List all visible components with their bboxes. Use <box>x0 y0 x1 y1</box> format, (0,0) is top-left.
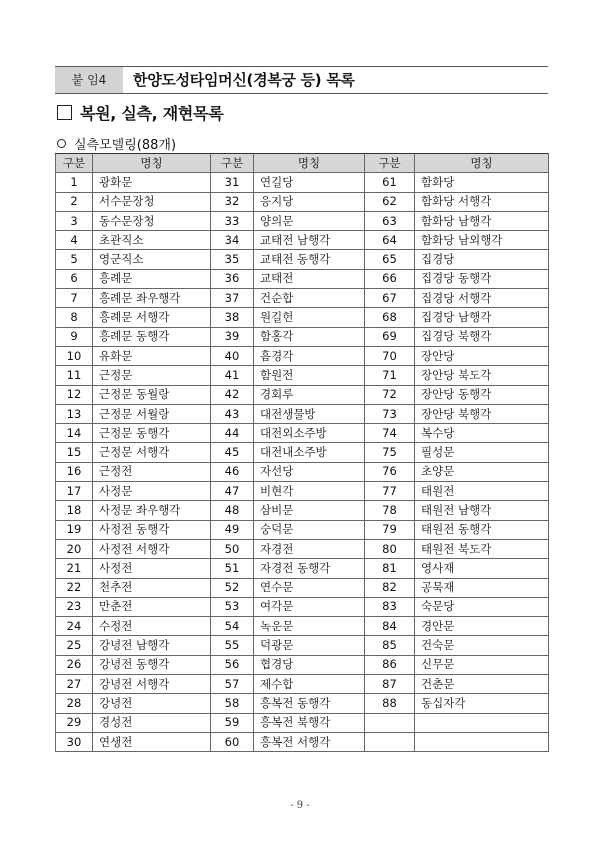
table-row <box>56 366 549 385</box>
item-name-cell: 교태전 남행각 <box>254 231 365 250</box>
item-name-cell: 교태전 <box>254 269 365 288</box>
item-number-cell: 59 <box>211 713 254 732</box>
table-row <box>56 539 549 558</box>
section-heading <box>57 100 223 124</box>
item-name-cell: 집경당 <box>415 250 549 269</box>
item-number-cell: 77 <box>365 482 415 501</box>
item-number-cell: 10 <box>56 346 93 365</box>
item-number-cell: 55 <box>211 636 254 655</box>
item-name-cell: 경성전 <box>93 713 211 732</box>
item-name-cell: 숙문당 <box>415 597 549 616</box>
item-name-cell: 강녕전 남행각 <box>93 636 211 655</box>
item-name-cell: 경회루 <box>254 385 365 404</box>
item-name-cell: 수정전 <box>93 617 211 636</box>
column-header: 명칭 <box>415 154 549 173</box>
item-name-cell: 흥례문 동행각 <box>93 327 211 346</box>
item-number-cell: 38 <box>211 308 254 327</box>
table-row <box>56 327 549 346</box>
item-number-cell: 67 <box>365 289 415 308</box>
item-name-cell: 근정문 <box>93 366 211 385</box>
table-row <box>56 289 549 308</box>
item-name-cell: 유화문 <box>93 346 211 365</box>
item-number-cell: 1 <box>56 173 93 192</box>
table-row <box>56 211 549 230</box>
table-row <box>56 732 549 751</box>
item-number-cell: 2 <box>56 192 93 211</box>
item-number-cell: 35 <box>211 250 254 269</box>
item-name-cell: 대전외소주방 <box>254 424 365 443</box>
page-number: - 9 - <box>290 800 310 811</box>
item-number-cell: 25 <box>56 636 93 655</box>
item-number-cell: 61 <box>365 173 415 192</box>
table-row <box>56 443 549 462</box>
table-row <box>56 424 549 443</box>
item-name-cell: 장안당 북도각 <box>415 366 549 385</box>
item-name-cell: 숭덕문 <box>254 520 365 539</box>
item-name-cell: 경안문 <box>415 617 549 636</box>
column-header: 구분 <box>211 154 254 173</box>
item-number-cell: 76 <box>365 462 415 481</box>
item-name-cell: 건순합 <box>254 289 365 308</box>
item-number-cell: 26 <box>56 655 93 674</box>
item-number-cell: 4 <box>56 231 93 250</box>
item-name-cell: 자경전 동행각 <box>254 559 365 578</box>
item-number-cell: 87 <box>365 675 415 694</box>
item-number-cell: 57 <box>211 675 254 694</box>
item-name-cell: 여각문 <box>254 597 365 616</box>
item-number-cell: 56 <box>211 655 254 674</box>
item-name-cell: 장안당 동행각 <box>415 385 549 404</box>
item-number-cell: 34 <box>211 231 254 250</box>
item-name-cell: 사정문 좌우행각 <box>93 501 211 520</box>
item-name-cell: 강녕전 <box>93 694 211 713</box>
item-name-cell: 근정문 동월랑 <box>93 385 211 404</box>
item-name-cell: 양의문 <box>254 211 365 230</box>
document-header <box>55 66 548 94</box>
item-number-cell: 39 <box>211 327 254 346</box>
item-number-cell: 27 <box>56 675 93 694</box>
item-name-cell: 필성문 <box>415 443 549 462</box>
item-number-cell: 84 <box>365 617 415 636</box>
item-name-cell: 복수당 <box>415 424 549 443</box>
item-name-cell: 근정전 <box>93 462 211 481</box>
item-number-cell: 30 <box>56 732 93 751</box>
item-name-cell <box>415 713 549 732</box>
item-number-cell: 16 <box>56 462 93 481</box>
item-number-cell: 82 <box>365 578 415 597</box>
table-row <box>56 482 549 501</box>
item-number-cell: 12 <box>56 385 93 404</box>
item-name-cell: 녹운문 <box>254 617 365 636</box>
item-name-cell: 영군직소 <box>93 250 211 269</box>
item-number-cell: 32 <box>211 192 254 211</box>
table-body <box>56 173 549 752</box>
item-name-cell: 건춘문 <box>415 675 549 694</box>
table-row <box>56 617 549 636</box>
item-name-cell: 사정전 동행각 <box>93 520 211 539</box>
item-name-cell: 흥복전 북행각 <box>254 713 365 732</box>
item-name-cell: 함화당 <box>415 173 549 192</box>
item-number-cell: 71 <box>365 366 415 385</box>
item-name-cell: 집경당 남행각 <box>415 308 549 327</box>
item-number-cell: 72 <box>365 385 415 404</box>
item-number-cell: 33 <box>211 211 254 230</box>
table-row <box>56 231 549 250</box>
item-name-cell: 삼비문 <box>254 501 365 520</box>
subsection-title: 실측모델링(88개) <box>74 137 177 153</box>
item-name-cell: 흥례문 서행각 <box>93 308 211 327</box>
square-bullet-icon <box>57 105 72 120</box>
item-name-cell: 대전내소주방 <box>254 443 365 462</box>
item-number-cell: 48 <box>211 501 254 520</box>
item-name-cell: 신무문 <box>415 655 549 674</box>
table-row <box>56 346 549 365</box>
item-number-cell: 36 <box>211 269 254 288</box>
item-name-cell: 흥례문 <box>93 269 211 288</box>
item-name-cell: 덕광문 <box>254 636 365 655</box>
item-number-cell: 7 <box>56 289 93 308</box>
item-number-cell: 31 <box>211 173 254 192</box>
item-name-cell <box>415 732 549 751</box>
item-name-cell: 연수문 <box>254 578 365 597</box>
column-header: 구분 <box>365 154 415 173</box>
item-number-cell: 8 <box>56 308 93 327</box>
item-number-cell: 20 <box>56 539 93 558</box>
item-name-cell: 집경당 동행각 <box>415 269 549 288</box>
item-name-cell: 함화당 서행각 <box>415 192 549 211</box>
item-number-cell: 86 <box>365 655 415 674</box>
item-number-cell: 51 <box>211 559 254 578</box>
table-row <box>56 250 549 269</box>
item-name-cell: 근정문 동행각 <box>93 424 211 443</box>
item-name-cell: 교태전 동행각 <box>254 250 365 269</box>
item-name-cell: 함원전 <box>254 366 365 385</box>
item-name-cell: 태원전 북도각 <box>415 539 549 558</box>
item-number-cell: 40 <box>211 346 254 365</box>
item-name-cell: 집경당 북행각 <box>415 327 549 346</box>
table-row <box>56 655 549 674</box>
item-number-cell: 79 <box>365 520 415 539</box>
table-row <box>56 269 549 288</box>
item-name-cell: 대전생물방 <box>254 404 365 423</box>
item-number-cell: 23 <box>56 597 93 616</box>
item-number-cell: 17 <box>56 482 93 501</box>
item-name-cell: 근정문 서월랑 <box>93 404 211 423</box>
item-name-cell: 사정전 <box>93 559 211 578</box>
item-number-cell: 75 <box>365 443 415 462</box>
item-number-cell: 5 <box>56 250 93 269</box>
item-name-cell: 근정문 서행각 <box>93 443 211 462</box>
item-number-cell: 22 <box>56 578 93 597</box>
item-name-cell: 흥례문 좌우행각 <box>93 289 211 308</box>
item-number-cell: 63 <box>365 211 415 230</box>
item-number-cell: 44 <box>211 424 254 443</box>
item-number-cell: 85 <box>365 636 415 655</box>
item-name-cell: 장안당 <box>415 346 549 365</box>
item-number-cell: 28 <box>56 694 93 713</box>
column-header: 구분 <box>56 154 93 173</box>
item-number-cell: 18 <box>56 501 93 520</box>
table-row <box>56 173 549 192</box>
item-name-cell: 동수문장청 <box>93 211 211 230</box>
table-row <box>56 559 549 578</box>
table-row <box>56 578 549 597</box>
table-row <box>56 636 549 655</box>
column-header: 명칭 <box>93 154 211 173</box>
item-name-cell: 집경당 서행각 <box>415 289 549 308</box>
item-name-cell: 서수문장청 <box>93 192 211 211</box>
item-number-cell: 73 <box>365 404 415 423</box>
item-name-cell: 장안당 북행각 <box>415 404 549 423</box>
item-number-cell: 3 <box>56 211 93 230</box>
table-row <box>56 597 549 616</box>
item-name-cell: 만춘전 <box>93 597 211 616</box>
item-number-cell: 70 <box>365 346 415 365</box>
item-number-cell: 47 <box>211 482 254 501</box>
table-row <box>56 713 549 732</box>
item-number-cell <box>365 713 415 732</box>
table-header-row <box>56 154 549 173</box>
item-number-cell: 43 <box>211 404 254 423</box>
item-name-cell: 태원전 동행각 <box>415 520 549 539</box>
item-number-cell: 60 <box>211 732 254 751</box>
item-name-cell: 강녕전 동행각 <box>93 655 211 674</box>
circle-bullet-icon <box>57 139 66 148</box>
item-number-cell: 11 <box>56 366 93 385</box>
item-number-cell: 6 <box>56 269 93 288</box>
item-number-cell: 81 <box>365 559 415 578</box>
table-row <box>56 404 549 423</box>
attachment-badge: 붙 임4 <box>55 67 123 93</box>
item-name-cell: 건숙문 <box>415 636 549 655</box>
subsection-heading <box>57 134 176 152</box>
item-name-cell: 광화문 <box>93 173 211 192</box>
item-name-cell: 사정전 서행각 <box>93 539 211 558</box>
item-name-cell: 강녕전 서행각 <box>93 675 211 694</box>
item-number-cell: 50 <box>211 539 254 558</box>
item-number-cell: 29 <box>56 713 93 732</box>
table-row <box>56 462 549 481</box>
item-name-cell: 초양문 <box>415 462 549 481</box>
item-name-cell: 함화당 남행각 <box>415 211 549 230</box>
item-number-cell: 74 <box>365 424 415 443</box>
item-name-cell: 태원전 <box>415 482 549 501</box>
table-row <box>56 520 549 539</box>
item-name-cell: 공묵재 <box>415 578 549 597</box>
item-name-cell: 태원전 남행각 <box>415 501 549 520</box>
item-number-cell: 45 <box>211 443 254 462</box>
item-number-cell: 24 <box>56 617 93 636</box>
item-name-cell: 천추전 <box>93 578 211 597</box>
item-number-cell: 14 <box>56 424 93 443</box>
item-number-cell: 52 <box>211 578 254 597</box>
document-title: 한양도성타임머신(경복궁 등) 목록 <box>133 71 355 89</box>
item-number-cell: 9 <box>56 327 93 346</box>
item-name-cell: 자경전 <box>254 539 365 558</box>
item-number-cell: 49 <box>211 520 254 539</box>
item-number-cell: 65 <box>365 250 415 269</box>
item-number-cell: 21 <box>56 559 93 578</box>
item-name-cell: 함화당 남외행각 <box>415 231 549 250</box>
item-name-cell: 사정문 <box>93 482 211 501</box>
section-title: 복원, 실측, 재현목록 <box>80 103 224 123</box>
item-number-cell: 62 <box>365 192 415 211</box>
item-number-cell: 69 <box>365 327 415 346</box>
item-number-cell: 83 <box>365 597 415 616</box>
item-name-cell: 제수합 <box>254 675 365 694</box>
item-name-cell: 흥복전 서행각 <box>254 732 365 751</box>
table-row <box>56 501 549 520</box>
table-row <box>56 694 549 713</box>
item-number-cell: 46 <box>211 462 254 481</box>
item-name-cell: 응지당 <box>254 192 365 211</box>
building-list-table <box>55 153 549 752</box>
table-row <box>56 675 549 694</box>
item-number-cell: 41 <box>211 366 254 385</box>
item-name-cell: 협경당 <box>254 655 365 674</box>
item-name-cell: 연생전 <box>93 732 211 751</box>
item-number-cell: 54 <box>211 617 254 636</box>
item-name-cell: 영사재 <box>415 559 549 578</box>
item-name-cell: 동십자각 <box>415 694 549 713</box>
item-name-cell: 흥복전 동행각 <box>254 694 365 713</box>
item-number-cell: 13 <box>56 404 93 423</box>
item-number-cell: 58 <box>211 694 254 713</box>
item-name-cell: 흠경각 <box>254 346 365 365</box>
item-name-cell: 원길헌 <box>254 308 365 327</box>
item-name-cell: 연길당 <box>254 173 365 192</box>
item-name-cell: 함홍각 <box>254 327 365 346</box>
item-name-cell: 비현각 <box>254 482 365 501</box>
column-header: 명칭 <box>254 154 365 173</box>
item-name-cell: 자선당 <box>254 462 365 481</box>
item-number-cell: 66 <box>365 269 415 288</box>
item-number-cell: 53 <box>211 597 254 616</box>
item-number-cell: 19 <box>56 520 93 539</box>
table-row <box>56 192 549 211</box>
item-number-cell: 78 <box>365 501 415 520</box>
table-row <box>56 308 549 327</box>
item-number-cell: 88 <box>365 694 415 713</box>
item-number-cell: 42 <box>211 385 254 404</box>
item-number-cell: 37 <box>211 289 254 308</box>
item-number-cell: 80 <box>365 539 415 558</box>
table-row <box>56 385 549 404</box>
item-number-cell: 15 <box>56 443 93 462</box>
item-number-cell: 68 <box>365 308 415 327</box>
item-number-cell: 64 <box>365 231 415 250</box>
item-number-cell <box>365 732 415 751</box>
item-name-cell: 초관직소 <box>93 231 211 250</box>
